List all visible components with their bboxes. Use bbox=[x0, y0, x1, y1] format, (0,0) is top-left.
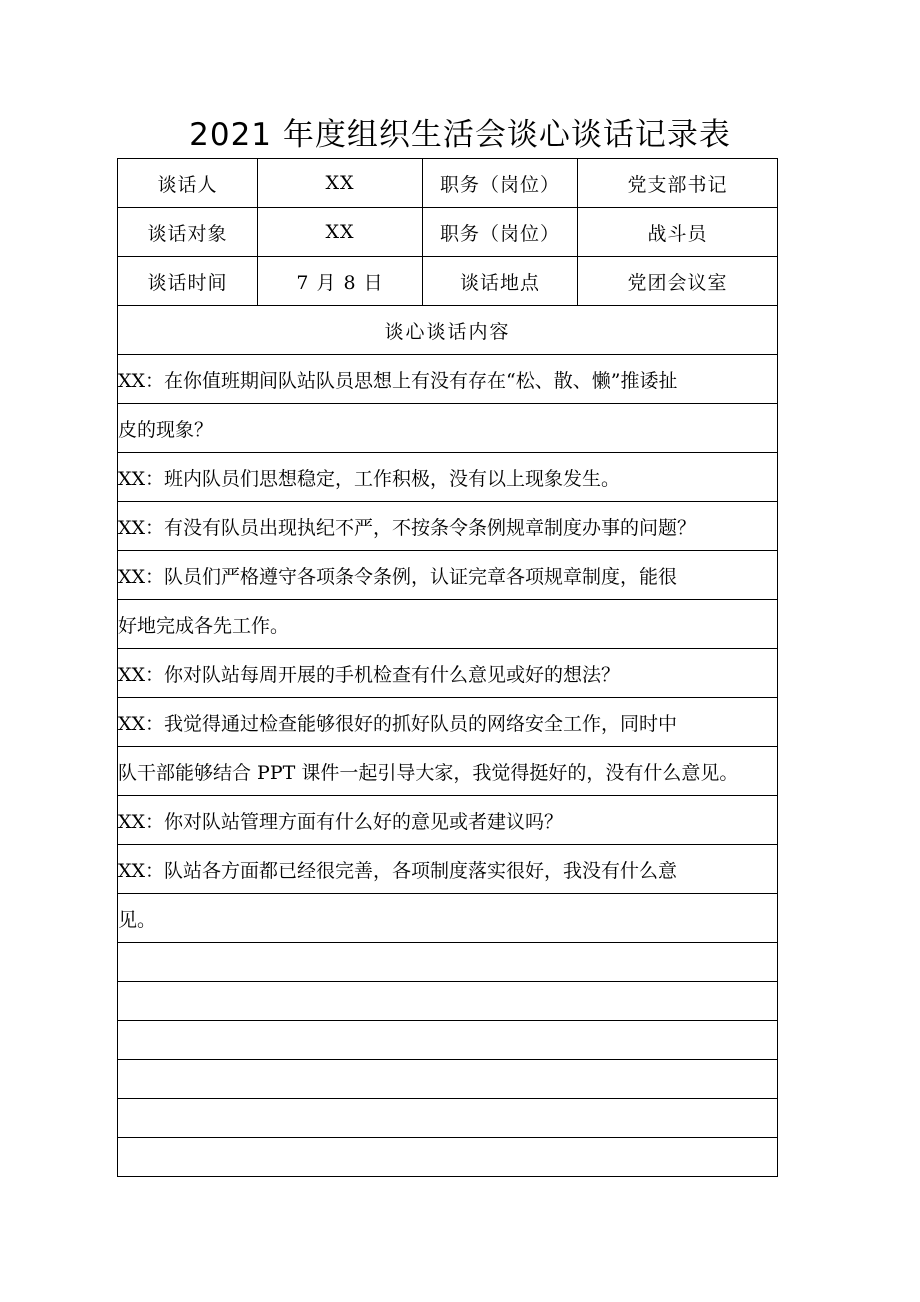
content-line bbox=[118, 502, 778, 551]
value-speaker: XX bbox=[258, 159, 423, 208]
content-line bbox=[118, 845, 778, 894]
empty-row bbox=[118, 982, 778, 1021]
label-speaker-position: 职务（岗位） bbox=[423, 159, 578, 208]
content-line bbox=[118, 894, 778, 943]
empty-row bbox=[118, 943, 778, 982]
content-line bbox=[118, 747, 778, 796]
content-line-text: 好地完成各先工作。 bbox=[118, 600, 778, 649]
content-line bbox=[118, 551, 778, 600]
table-row bbox=[118, 208, 778, 257]
empty-cell bbox=[118, 1138, 778, 1177]
value-talk-location: 党团会议室 bbox=[578, 257, 778, 306]
content-line bbox=[118, 649, 778, 698]
content-line bbox=[118, 404, 778, 453]
content-line-text: XX：在你值班期间队站队员思想上有没有存在“松、散、懒”推诿扯 bbox=[118, 355, 778, 404]
page-title: 2021 年度组织生活会谈心谈话记录表 bbox=[189, 117, 731, 153]
label-interviewee-position: 职务（岗位） bbox=[423, 208, 578, 257]
content-line-text: XX：队员们严格遵守各项条令条例，认证完章各项规章制度，能很 bbox=[118, 551, 778, 600]
content-line-text: XX：有没有队员出现执纪不严，不按条令条例规章制度办事的问题？ bbox=[118, 502, 778, 551]
content-line-text: XX：我觉得通过检查能够很好的抓好队员的网络安全工作，同时中 bbox=[118, 698, 778, 747]
empty-row bbox=[118, 1138, 778, 1177]
content-line bbox=[118, 698, 778, 747]
empty-row bbox=[118, 1060, 778, 1099]
content-line-text: XX：班内队员们思想稳定，工作积极，没有以上现象发生。 bbox=[118, 453, 778, 502]
empty-row bbox=[118, 1021, 778, 1060]
content-line-text: 皮的现象？ bbox=[118, 404, 778, 453]
table-row bbox=[118, 159, 778, 208]
content-line bbox=[118, 453, 778, 502]
value-interviewee: XX bbox=[258, 208, 423, 257]
label-interviewee: 谈话对象 bbox=[118, 208, 258, 257]
content-line bbox=[118, 796, 778, 845]
section-header-row bbox=[118, 306, 778, 355]
value-speaker-position: 党支部书记 bbox=[578, 159, 778, 208]
empty-cell bbox=[118, 1099, 778, 1138]
section-title: 谈心谈话内容 bbox=[118, 306, 778, 355]
label-speaker: 谈话人 bbox=[118, 159, 258, 208]
empty-cell bbox=[118, 1021, 778, 1060]
content-line-text: XX：你对队站管理方面有什么好的意见或者建议吗？ bbox=[118, 796, 778, 845]
table-row bbox=[118, 257, 778, 306]
label-talk-time: 谈话时间 bbox=[118, 257, 258, 306]
empty-cell bbox=[118, 943, 778, 982]
content-line bbox=[118, 600, 778, 649]
content-line-text: 见。 bbox=[118, 894, 778, 943]
content-line bbox=[118, 355, 778, 404]
talk-record-table bbox=[117, 158, 778, 1177]
value-interviewee-position: 战斗员 bbox=[578, 208, 778, 257]
value-talk-time: 7 月 8 日 bbox=[258, 257, 423, 306]
content-line-text: XX：队站各方面都已经很完善，各项制度落实很好，我没有什么意 bbox=[118, 845, 778, 894]
empty-cell bbox=[118, 1060, 778, 1099]
content-line-text: XX：你对队站每周开展的手机检查有什么意见或好的想法？ bbox=[118, 649, 778, 698]
content-line-text: 队干部能够结合 PPT 课件一起引导大家，我觉得挺好的，没有什么意见。 bbox=[118, 747, 778, 796]
label-talk-location: 谈话地点 bbox=[423, 257, 578, 306]
empty-cell bbox=[118, 982, 778, 1021]
empty-row bbox=[118, 1099, 778, 1138]
